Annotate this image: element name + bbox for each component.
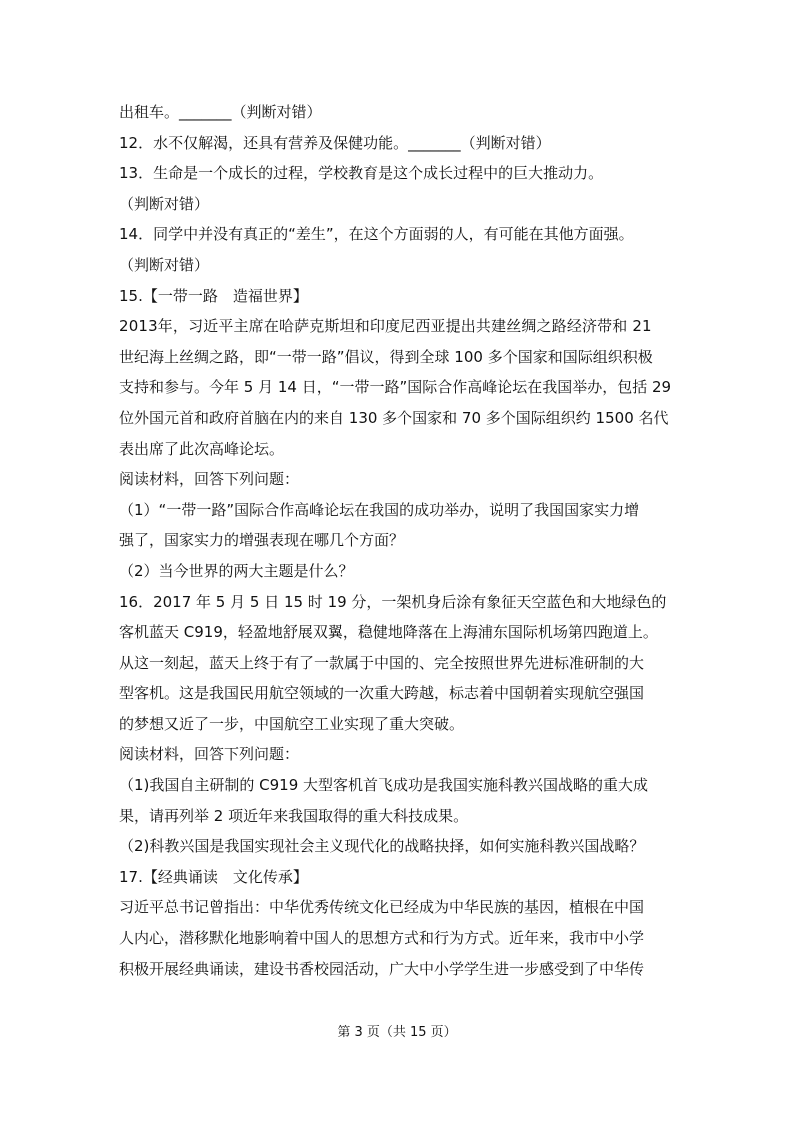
- question-16-line-4: 型客机。这是我国民用航空领域的一次重大跨越，标志着中国朝着实现航空强国: [119, 684, 645, 703]
- text-line-1: 出租车。_______（判断对错）: [119, 103, 322, 121]
- question-16-sub-1-line-2: 果，请再列举 2 项近年来我国取得的重大科技成果。: [119, 806, 469, 825]
- question-14-answer-hint: （判断对错）: [119, 255, 210, 274]
- question-16-sub-2: （2)科教兴国是我国实现社会主义现代化的战略抉择，如何实施科教兴国战略？: [119, 837, 645, 856]
- question-16-line-2: 客机蓝天 C919，轻盈地舒展双翼，稳健地降落在上海浦东国际机场第四跑道上。: [119, 623, 658, 642]
- question-17-material-line-2: 人内心，潜移默化地影响着中国人的思想方式和行为方式。近年来，我市中小学: [119, 929, 645, 948]
- question-15-material-line-4: 位外国元首和政府首脑在内的来自 130 多个国家和 70 多个国际组织约 1500 名代: [119, 408, 669, 427]
- question-16-line-1: 16．2017 年 5 月 5 日 15 时 19 分，一架机身后涂有象征天空蓝色和大地绿色的: [119, 592, 667, 611]
- question-15-heading: 15.【一带一路 造福世界】: [119, 286, 308, 305]
- question-15-sub-1-line-2: 强了，国家实力的增强表现在哪几个方面？: [119, 531, 405, 550]
- question-16-sub-1-line-1: （1)我国自主研制的 C919 大型客机首飞成功是我国实施科教兴国战略的重大成: [119, 776, 649, 795]
- question-15-material-line-5: 表出席了此次高峰论坛。: [119, 439, 285, 458]
- question-16-line-3: 从这一刻起，蓝天上终于有了一款属于中国的、完全按照世界先进标准研制的大: [119, 653, 645, 672]
- question-15-material-line-2: 世纪海上丝绸之路，即“一带一路”倡议，得到全球 100 多个国家和国际组织积极: [119, 347, 653, 366]
- page-footer: 第 3 页（共 15 页）: [337, 1025, 457, 1040]
- question-17-material-line-3: 积极开展经典诵读，建设书香校园活动，广大中小学学生进一步感受到了中华传: [119, 959, 645, 978]
- question-13-answer-hint: （判断对错）: [119, 194, 210, 213]
- question-15-material-line-3: 支持和参与。今年 5 月 14 日，“一带一路”国际合作高峰论坛在我国举办，包括 29: [119, 378, 672, 397]
- question-17-material-line-1: 习近平总书记曾指出：中华优秀传统文化已经成为中华民族的基因，植根在中国: [119, 898, 645, 917]
- question-12: 12．水不仅解渴，还具有营养及保健功能。_______（判断对错）: [119, 133, 551, 152]
- question-17-heading: 17.【经典诵读 文化传承】: [119, 867, 308, 886]
- question-15-material-line-1: 2013年，习近平主席在哈萨克斯坦和印度尼西亚提出共建丝绸之路经济带和 21: [119, 317, 652, 336]
- page-body: [119, 100, 679, 987]
- question-13: 13．生命是一个成长的过程，学校教育是这个成长过程中的巨大推动力。: [119, 164, 604, 183]
- question-15-sub-1-line-1: （1）“一带一路”国际合作高峰论坛在我国的成功举办，说明了我国国家实力增: [119, 500, 640, 519]
- question-16-instruction: 阅读材料，回答下列问题：: [119, 745, 300, 764]
- question-15-instruction: 阅读材料，回答下列问题：: [119, 470, 300, 489]
- question-15-sub-2: （2）当今世界的两大主题是什么？: [119, 561, 354, 580]
- question-16-line-5: 的梦想又近了一步，中国航空工业实现了重大突破。: [119, 714, 465, 733]
- question-14: 14．同学中并没有真正的“差生”，在这个方面弱的人，有可能在其他方面强。: [119, 225, 634, 244]
